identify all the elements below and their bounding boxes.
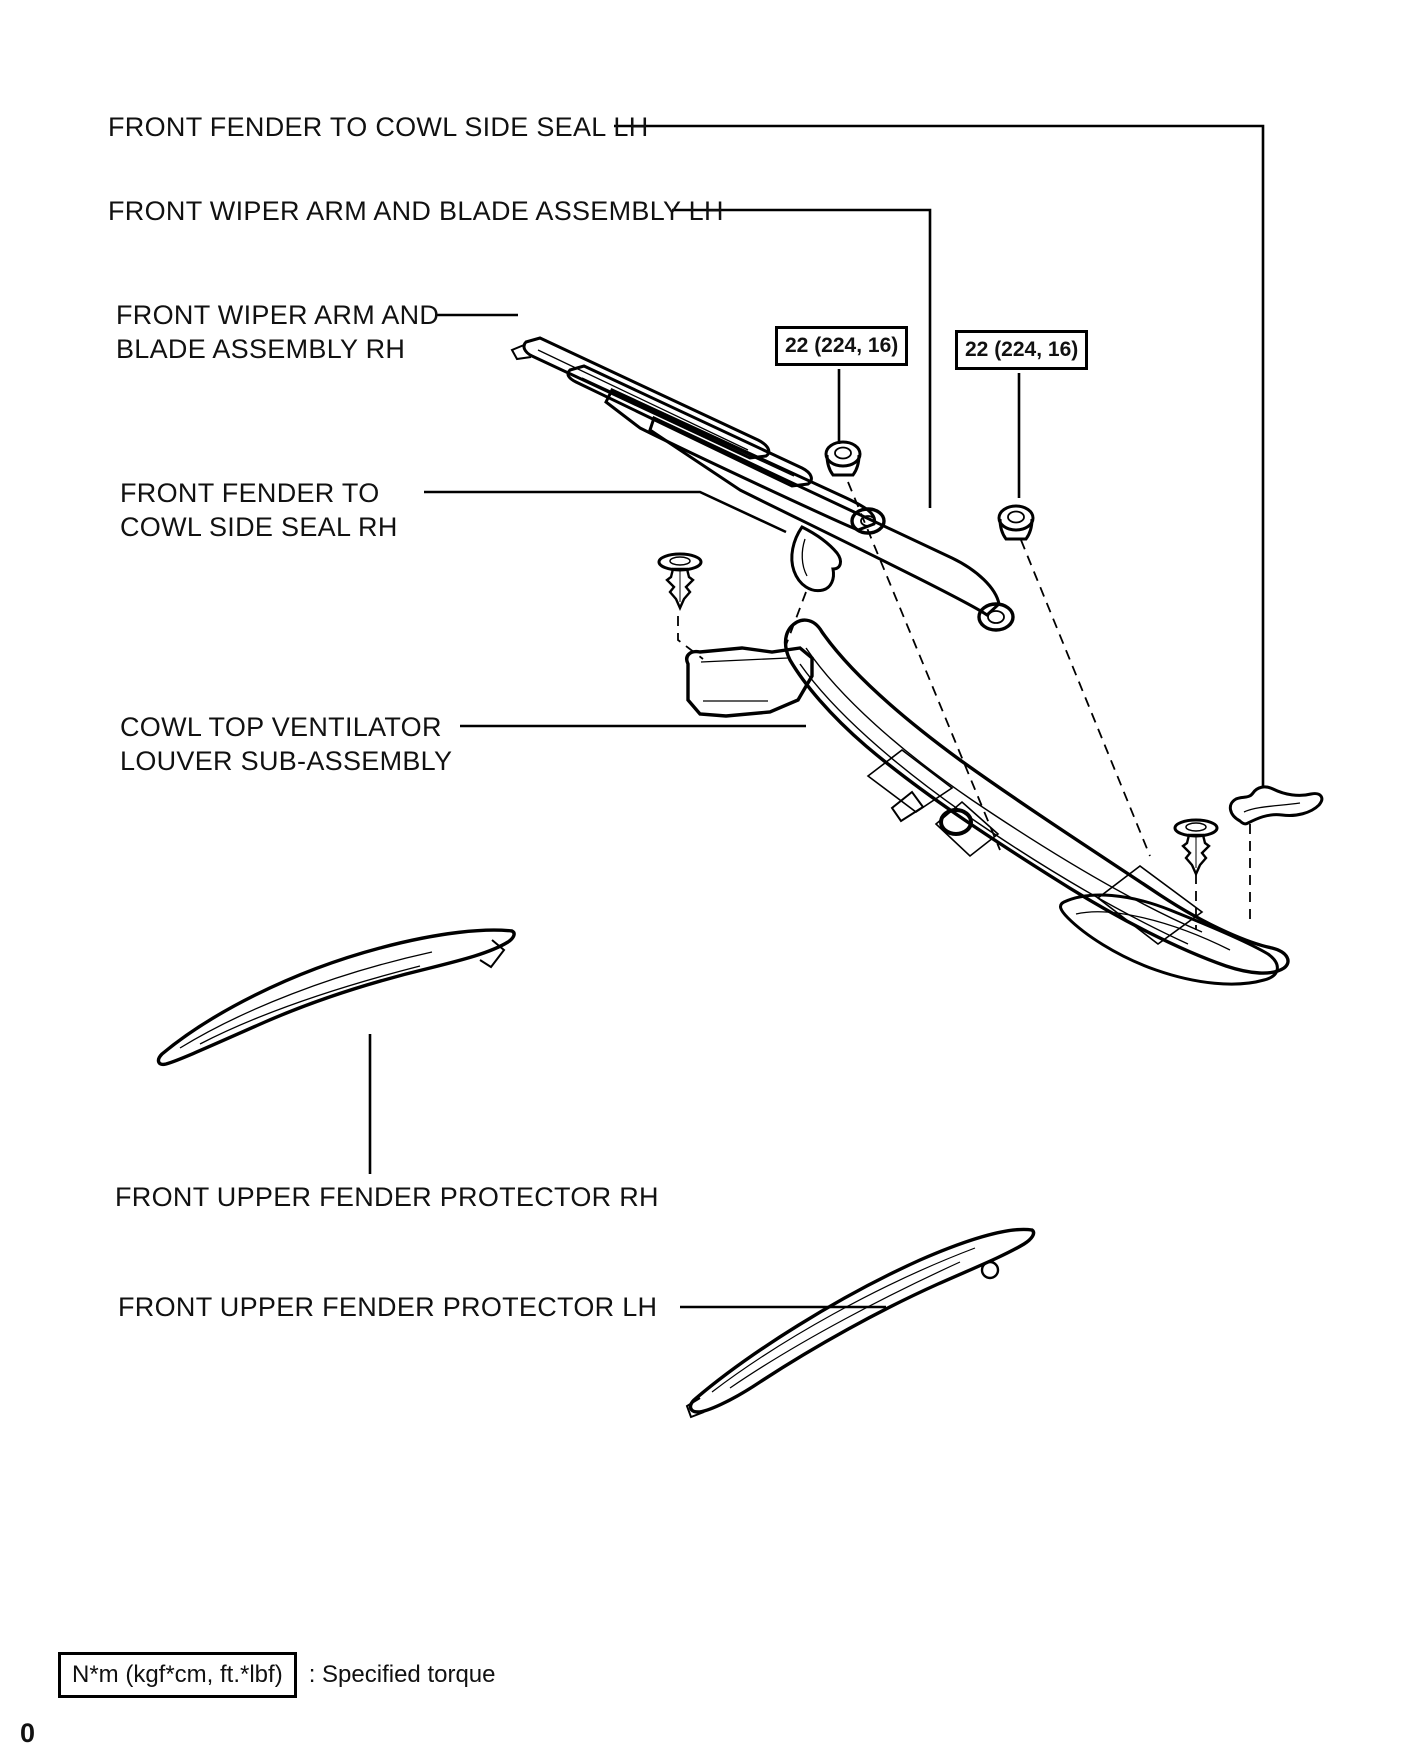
torque-callout-1: 22 (224, 16)	[775, 326, 908, 366]
page-number: 0	[20, 1718, 36, 1748]
leader-lines	[370, 126, 1263, 1307]
label-front-fender-to-cowl-side-seal-lh	[108, 110, 649, 144]
protector-rh-part	[159, 930, 515, 1064]
label-line: FRONT FENDER TO COWL SIDE SEAL LH	[108, 112, 649, 142]
torque-legend-description: : Specified torque	[308, 1661, 496, 1688]
seal-lh-part	[1230, 787, 1321, 824]
louver-left-bracket	[687, 648, 812, 716]
label-line: LOUVER SUB-ASSEMBLY	[120, 746, 453, 776]
label-line: COWL TOP VENTILATOR	[120, 712, 442, 742]
label-line: FRONT WIPER ARM AND BLADE ASSEMBLY LH	[108, 196, 724, 226]
wiper-mount-nut-2	[999, 506, 1033, 539]
label-line: COWL SIDE SEAL RH	[120, 512, 398, 542]
push-pin-clip-left	[659, 554, 701, 608]
label-line: BLADE ASSEMBLY RH	[116, 334, 406, 364]
leader-seal-rh	[424, 492, 786, 532]
cowl-louver-part	[687, 620, 1288, 984]
label-front-wiper-arm-and-blade-assembly-lh	[108, 194, 724, 228]
protector-lh-nub	[982, 1262, 998, 1278]
label-front-upper-fender-protector-rh	[115, 1180, 659, 1214]
wiper-mount-nut-1	[826, 442, 860, 475]
dash-nut-1	[848, 482, 1000, 850]
torque-unit-box: N*m (kgf*cm, ft.*lbf)	[58, 1652, 297, 1698]
label-line: FRONT UPPER FENDER PROTECTOR LH	[118, 1292, 658, 1322]
torque-legend	[58, 1652, 496, 1698]
protector-lh-part	[687, 1229, 1034, 1417]
push-pin-clip-right	[1175, 820, 1217, 874]
label-front-fender-to-cowl-side-seal-rh	[120, 476, 398, 544]
dash-nut-2	[1021, 540, 1150, 856]
torque-callout-2: 22 (224, 16)	[955, 330, 1088, 370]
louver-spine	[786, 620, 1289, 973]
wiper-rh-blade	[524, 338, 769, 458]
label-line: FRONT WIPER ARM AND	[116, 300, 440, 330]
wiper-rh-part	[512, 338, 884, 533]
label-front-upper-fender-protector-lh	[118, 1290, 657, 1324]
label-line: FRONT FENDER TO	[120, 478, 380, 508]
dashed-assembly-lines	[678, 482, 1250, 930]
label-cowl-top-ventilator-louver-sub-assembly	[120, 710, 452, 778]
label-line: FRONT UPPER FENDER PROTECTOR RH	[115, 1182, 659, 1212]
label-front-wiper-arm-and-blade-assembly-rh	[116, 298, 439, 366]
